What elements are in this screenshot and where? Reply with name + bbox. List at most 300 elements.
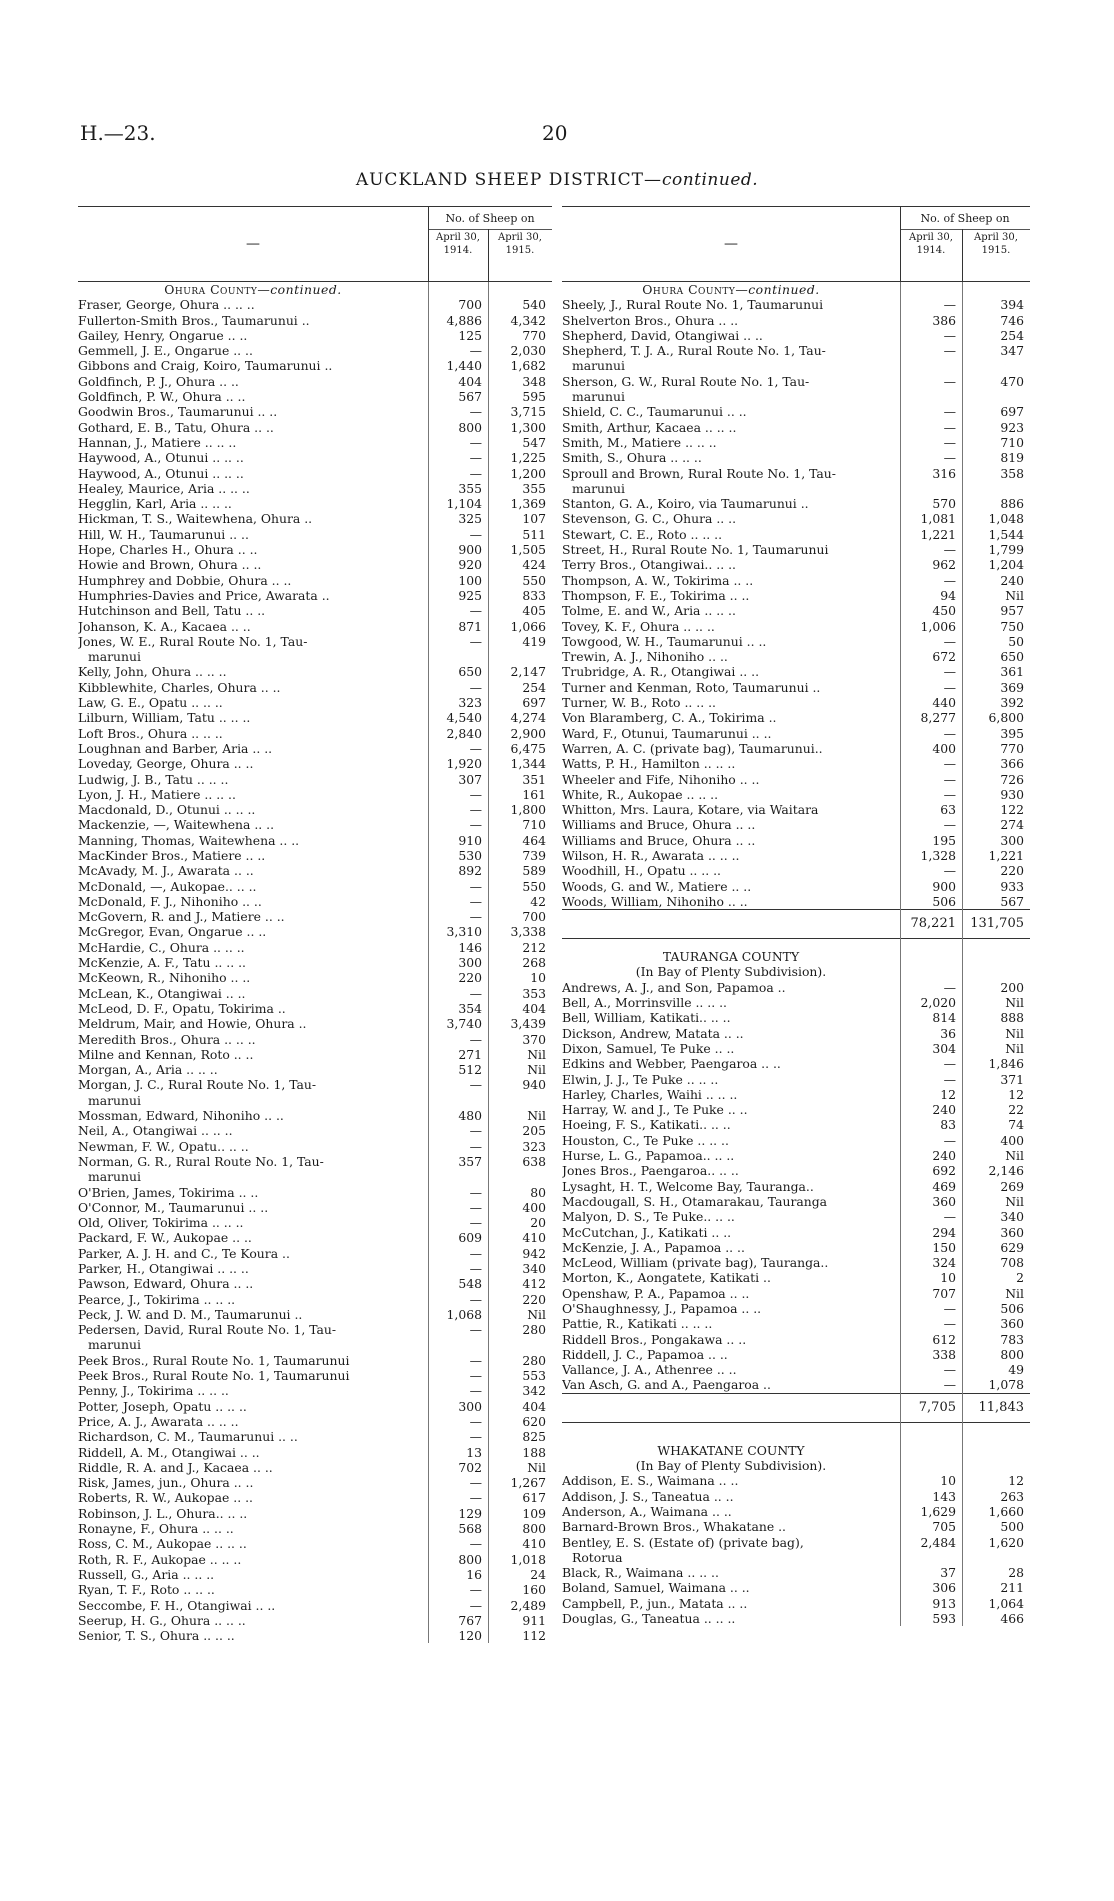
- table-row: [562, 1240, 1030, 1255]
- owner-name: Jones, W. E., Rural Route No. 1, Tau-: [78, 633, 308, 649]
- sheep-1914: —: [469, 1368, 482, 1384]
- owner-name: Tolme, E. and W., Aria .. .. ..: [562, 603, 736, 619]
- sheep-1915: 353: [522, 985, 546, 1001]
- owner-name: Trewin, A. J., Nihoniho .. ..: [562, 649, 728, 665]
- owner-name: Macdougall, S. H., Otamarakau, Tauranga: [562, 1193, 828, 1209]
- sheep-1915: 1,344: [510, 756, 546, 772]
- table-row: [78, 1246, 552, 1261]
- sheep-1915: [498, 1093, 562, 1108]
- owner-name: Woods, William, Nihoniho .. ..: [562, 893, 748, 909]
- sheep-1915: 595: [522, 389, 546, 405]
- table-row: [78, 710, 552, 725]
- sheep-1914: 800: [458, 1551, 482, 1567]
- table-row: [78, 649, 552, 664]
- sheep-1915: 567: [1000, 893, 1024, 909]
- sheep-1915: [972, 481, 1040, 496]
- table-row: [78, 1062, 552, 1077]
- table-row: [78, 1077, 552, 1092]
- sheep-1915: 371: [1000, 1071, 1024, 1087]
- owner-name: Sherson, G. W., Rural Route No. 1, Tau-: [562, 373, 810, 389]
- table-row: [78, 603, 552, 618]
- sheep-1915: 360: [1000, 1316, 1024, 1332]
- table-row: [78, 435, 552, 450]
- sheep-1915: 300: [1000, 832, 1024, 848]
- sheep-1915: 404: [522, 1398, 546, 1414]
- table-row: [562, 1255, 1030, 1270]
- table-row: [562, 496, 1030, 511]
- sheep-1915: 254: [522, 679, 546, 695]
- sheep-1914: 2,020: [920, 995, 956, 1011]
- table-row: [562, 1535, 1030, 1550]
- owner-name: Goodwin Bros., Taumarunui .. ..: [78, 404, 278, 420]
- owner-name: Hegglin, Karl, Aria .. .. ..: [78, 496, 232, 512]
- sheep-1915: 1,064: [988, 1595, 1024, 1611]
- table-row: [562, 1489, 1030, 1504]
- table-row: [78, 1399, 552, 1414]
- owner-name: Packard, F. W., Aukopae .. ..: [78, 1230, 252, 1246]
- owner-name: Norman, G. R., Rural Route No. 1, Tau-: [78, 1153, 324, 1169]
- sheep-1915: 131,705: [970, 916, 1024, 932]
- sheep-1915: 800: [1000, 1346, 1024, 1362]
- sheep-1914: 220: [458, 970, 482, 986]
- sheep-1915: 80: [530, 1184, 546, 1200]
- page-number: 20: [542, 121, 568, 145]
- owner-name: McAvady, M. J., Awarata .. ..: [78, 863, 254, 879]
- sheep-1914: —: [943, 343, 956, 359]
- total-row: [562, 1393, 1030, 1423]
- table-row: [78, 1200, 552, 1215]
- owner-name: [562, 1394, 900, 1422]
- sheep-1915: Nil: [1005, 1285, 1024, 1301]
- table-row: [562, 1565, 1030, 1580]
- sheep-1915: [972, 389, 1040, 404]
- owner-name: Mackenzie, —, Waitewhena .. ..: [78, 817, 275, 833]
- table-row: [562, 879, 1030, 894]
- section-heading: [562, 949, 1030, 964]
- sheep-1914: —: [943, 297, 956, 313]
- sheep-1915: 405: [522, 603, 546, 619]
- sheep-1915: 200: [1000, 979, 1024, 995]
- owner-name: McKeown, R., Nihoniho .. ..: [78, 970, 251, 986]
- table-row: [78, 726, 552, 741]
- owner-name: Loft Bros., Ohura .. .. ..: [78, 725, 223, 741]
- sheep-1915: 404: [522, 1000, 546, 1016]
- owner-name: O'Brien, James, Tokirima .. ..: [78, 1184, 259, 1200]
- table-row: [78, 481, 552, 496]
- sheep-1914: 143: [932, 1488, 956, 1504]
- sheep-1915: 348: [522, 373, 546, 389]
- spacer: [562, 1423, 1030, 1433]
- owner-name: Goldfinch, P. W., Ohura .. ..: [78, 389, 246, 405]
- owner-name: Turner and Kenman, Roto, Taumarunui ..: [562, 679, 821, 695]
- sheep-1915: 1,505: [510, 542, 546, 558]
- sheep-1915: 74: [1008, 1117, 1024, 1133]
- sheep-1914: 1,006: [920, 618, 956, 634]
- owner-name: McLeod, D. F., Opatu, Tokirima ..: [78, 1000, 286, 1016]
- sheep-1915: 280: [522, 1352, 546, 1368]
- header-col-1914: April 30, 1914.: [909, 232, 953, 256]
- owner-name: Ronayne, F., Ohura .. .. ..: [78, 1521, 234, 1537]
- sheep-1915: 112: [522, 1628, 546, 1644]
- sheep-1915: 638: [522, 1153, 546, 1169]
- left-column-table: [78, 206, 552, 1643]
- owner-name: McGregor, Evan, Ongarue .. ..: [78, 924, 267, 940]
- sheep-1914: 767: [458, 1612, 482, 1628]
- owner-name: Haywood, A., Otunui .. .. ..: [78, 450, 244, 466]
- sheep-1915: 4,274: [510, 710, 546, 726]
- table-row: [78, 1292, 552, 1307]
- sheep-1914: —: [469, 404, 482, 420]
- table-row: [562, 1148, 1030, 1163]
- owner-name: Riddell, A. M., Otangiwai .. ..: [78, 1444, 260, 1460]
- header-group-label: No. of Sheep on: [428, 209, 552, 230]
- owner-name: Price, A. J., Awarata .. .. ..: [78, 1413, 239, 1429]
- owner-name: Williams and Bruce, Ohura .. ..: [562, 817, 756, 833]
- table-row: [562, 450, 1030, 465]
- sheep-1914: —: [943, 419, 956, 435]
- table-row: [78, 1276, 552, 1291]
- sheep-1915: 395: [1000, 725, 1024, 741]
- table-row: [78, 1001, 552, 1016]
- table-row: [78, 1322, 552, 1337]
- sheep-1914: 702: [458, 1459, 482, 1475]
- sheep-1915: 750: [1000, 618, 1024, 634]
- sheep-1914: —: [943, 771, 956, 787]
- sheep-1914: 1,328: [920, 847, 956, 863]
- table-row: [78, 1475, 552, 1490]
- sheep-1915: 355: [522, 480, 546, 496]
- sheep-1914: 240: [932, 1148, 956, 1164]
- sheep-1914: —: [469, 1322, 482, 1338]
- table-row: [562, 1010, 1030, 1025]
- table-row: [562, 741, 1030, 756]
- table-row: [562, 1026, 1030, 1041]
- owner-name: Pearce, J., Tokirima .. .. ..: [78, 1291, 236, 1307]
- owner-name: Mossman, Edward, Nihoniho .. ..: [78, 1108, 284, 1124]
- sheep-1914: —: [943, 373, 956, 389]
- sheep-1915: 1,300: [510, 419, 546, 435]
- sheep-1914: —: [943, 450, 956, 466]
- table-row: [78, 772, 552, 787]
- table-row: [78, 833, 552, 848]
- sheep-1914: —: [943, 1316, 956, 1332]
- owner-name: Kibblewhite, Charles, Ohura .. ..: [78, 679, 281, 695]
- sheep-1915: 540: [522, 297, 546, 313]
- owner-name: Ludwig, J. B., Tatu .. .. ..: [78, 771, 229, 787]
- sheep-1915: [498, 1169, 562, 1184]
- county-heading: TAURANGA COUNTY: [662, 949, 800, 965]
- owner-name: Smith, S., Ohura .. .. ..: [562, 450, 702, 466]
- owner-name: Elwin, J. J., Te Puke .. .. ..: [562, 1071, 719, 1087]
- owner-name: McDonald, F. J., Nihoniho .. ..: [78, 893, 262, 909]
- sheep-1914: —: [469, 343, 482, 359]
- owner-name: Bell, A., Morrinsville .. .. ..: [562, 995, 727, 1011]
- sheep-1914: 4,540: [446, 710, 482, 726]
- table-row: [562, 313, 1030, 328]
- table-row: [562, 695, 1030, 710]
- sheep-1914: 593: [932, 1611, 956, 1627]
- table-row: [78, 1445, 552, 1460]
- owner-name: Black, R., Waimana .. .. ..: [562, 1565, 719, 1581]
- sheep-1915: 500: [1000, 1519, 1024, 1535]
- sheep-1915: 161: [522, 786, 546, 802]
- sheep-1915: 553: [522, 1368, 546, 1384]
- sheep-1914: 146: [458, 939, 482, 955]
- table-row: [562, 995, 1030, 1010]
- table-row: [78, 1261, 552, 1276]
- sheep-1915: 1,544: [988, 526, 1024, 542]
- sheep-1915: 1,048: [988, 511, 1024, 527]
- sheep-1914: 1,920: [446, 756, 482, 772]
- owner-name: Pedersen, David, Rural Route No. 1, Tau-: [78, 1322, 337, 1338]
- sheep-1914: —: [469, 526, 482, 542]
- owner-name: Bell, William, Katikati.. .. ..: [562, 1010, 731, 1026]
- owner-name: marunui: [572, 389, 625, 405]
- sheep-1915: 547: [522, 434, 546, 450]
- sheep-1914: 304: [932, 1040, 956, 1056]
- owner-name: marunui: [88, 649, 141, 665]
- table-row: [562, 1117, 1030, 1132]
- table-row: [78, 404, 552, 419]
- owner-name: Jones Bros., Paengaroa.. .. ..: [562, 1163, 739, 1179]
- table-row: [562, 1519, 1030, 1534]
- table-row: [78, 313, 552, 328]
- table-row: [562, 1316, 1030, 1331]
- header-divider: [900, 207, 901, 281]
- sheep-1914: —: [943, 725, 956, 741]
- sheep-1914: 440: [932, 695, 956, 711]
- table-row: [78, 1093, 552, 1108]
- table-row: [78, 756, 552, 771]
- table-row: [562, 1270, 1030, 1285]
- sheep-1915: 470: [1000, 373, 1024, 389]
- owner-name: Hurse, L. G., Papamoa.. .. ..: [562, 1148, 735, 1164]
- sheep-1915: 550: [522, 572, 546, 588]
- sheep-1914: —: [943, 817, 956, 833]
- section-heading: [78, 282, 552, 297]
- sheep-1914: —: [469, 465, 482, 481]
- sheep-1915: 340: [1000, 1209, 1024, 1225]
- sheep-1914: —: [469, 878, 482, 894]
- owner-name: Potter, Joseph, Opatu .. .. ..: [78, 1398, 247, 1414]
- table-row: [562, 420, 1030, 435]
- owner-name: Andrews, A. J., and Son, Papamoa ..: [562, 979, 786, 995]
- sheep-1914: 1,440: [446, 358, 482, 374]
- spacer: [562, 939, 1030, 949]
- sheep-1914: 480: [458, 1108, 482, 1124]
- sheep-1914: —: [469, 633, 482, 649]
- sheep-1914: 357: [458, 1153, 482, 1169]
- sheep-1915: 911: [522, 1612, 546, 1628]
- owner-name: Anderson, A., Waimana .. ..: [562, 1503, 732, 1519]
- table-row: [562, 466, 1030, 481]
- owner-name: Seccombe, F. H., Otangiwai .. ..: [78, 1597, 276, 1613]
- owner-name: Terry Bros., Otangiwai.. .. ..: [562, 557, 736, 573]
- sheep-1915: 888: [1000, 1010, 1024, 1026]
- owner-name: Vallance, J. A., Athenree .. ..: [562, 1362, 737, 1378]
- sheep-1914: 1,104: [446, 496, 482, 512]
- sheep-1915: 211: [1000, 1580, 1024, 1596]
- sheep-1915: 20: [530, 1215, 546, 1231]
- county-heading: Ohura County—continued.: [164, 282, 342, 297]
- table-row: [78, 664, 552, 679]
- sheep-1914: —: [943, 979, 956, 995]
- table-row: [562, 649, 1030, 664]
- sheep-1915: Nil: [527, 1062, 546, 1078]
- sheep-1915: [972, 358, 1040, 373]
- table-row: [78, 1353, 552, 1368]
- sheep-1915: 770: [1000, 740, 1024, 756]
- sheep-1915: 957: [1000, 603, 1024, 619]
- owner-name: Riddell, J. C., Papamoa .. ..: [562, 1346, 728, 1362]
- owner-name: Hutchinson and Bell, Tatu .. ..: [78, 603, 266, 619]
- sheep-1915: 220: [522, 1291, 546, 1307]
- sheep-1915: 28: [1008, 1565, 1024, 1581]
- owner-name: McLean, K., Otangiwai .. ..: [78, 985, 246, 1001]
- section-heading: [562, 1458, 1030, 1473]
- table-row: [78, 970, 552, 985]
- table-row: [562, 817, 1030, 832]
- sheep-1914: 568: [458, 1521, 482, 1537]
- sheep-1915: 24: [530, 1566, 546, 1582]
- sheep-1914: 325: [458, 511, 482, 527]
- sheep-1914: 240: [932, 1102, 956, 1118]
- owner-name: Towgood, W. H., Taumarunui .. ..: [562, 633, 767, 649]
- owner-name: Woods, G. and W., Matiere .. ..: [562, 878, 752, 894]
- sheep-1915: 1,660: [988, 1503, 1024, 1519]
- title-main: AUCKLAND SHEEP DISTRICT—: [355, 170, 662, 190]
- sheep-1914: —: [943, 1132, 956, 1148]
- owner-name: Milne and Kennan, Roto .. ..: [78, 1046, 254, 1062]
- sheep-1914: —: [469, 434, 482, 450]
- owner-name: Risk, James, jun., Ohura .. ..: [78, 1475, 254, 1491]
- header-divider: [962, 229, 963, 281]
- table-row: [562, 1087, 1030, 1102]
- sheep-1915: 340: [522, 1261, 546, 1276]
- owner-name: Howie and Brown, Ohura .. ..: [78, 557, 262, 573]
- right-table-header: [562, 206, 1030, 282]
- sheep-1915: 819: [1000, 450, 1024, 466]
- table-row: [78, 1337, 552, 1352]
- table-row: [78, 1032, 552, 1047]
- sheep-1915: 347: [1000, 343, 1024, 359]
- sheep-1915: 122: [1000, 802, 1024, 818]
- sheep-1915: 506: [1000, 1301, 1024, 1316]
- sheep-1915: 280: [522, 1322, 546, 1338]
- sheep-1915: Nil: [1005, 1193, 1024, 1209]
- sheep-1915: 1,369: [510, 496, 546, 512]
- sheep-1915: 886: [1000, 496, 1024, 512]
- sheep-1914: —: [469, 893, 482, 909]
- sheep-1915: 263: [1000, 1488, 1024, 1504]
- table-row: [78, 1613, 552, 1628]
- owner-name: marunui: [88, 1337, 141, 1353]
- table-row: [78, 1490, 552, 1505]
- table-row: [562, 481, 1030, 496]
- owner-name: Sproull and Brown, Rural Route No. 1, Tau-: [562, 465, 836, 481]
- sheep-1914: —: [469, 1429, 482, 1445]
- sheep-1914: [438, 1337, 498, 1352]
- table-row: [78, 1108, 552, 1123]
- sheep-1914: —: [469, 1245, 482, 1261]
- sheep-1914: —: [943, 756, 956, 772]
- owner-name: Tovey, K. F., Ohura .. .. ..: [562, 618, 715, 634]
- sheep-1914: 609: [458, 1230, 482, 1246]
- sheep-1915: 410: [522, 1230, 546, 1246]
- owner-name: McDonald, —, Aukopae.. .. ..: [78, 878, 257, 894]
- table-row: [562, 664, 1030, 679]
- table-row: [78, 466, 552, 481]
- table-row: [78, 848, 552, 863]
- table-row: [562, 358, 1030, 373]
- sheep-1915: 220: [1000, 863, 1024, 879]
- sheep-1915: 1,200: [510, 465, 546, 481]
- sheep-1914: —: [469, 450, 482, 466]
- owner-name: Morton, K., Aongatete, Katikati ..: [562, 1270, 771, 1286]
- sheep-1914: —: [469, 1383, 482, 1399]
- sheep-1914: —: [469, 1123, 482, 1139]
- owner-name: Parker, A. J. H. and C., Te Koura ..: [78, 1245, 290, 1261]
- sheep-1915: Nil: [527, 1046, 546, 1062]
- sheep-1915: 2: [1016, 1270, 1024, 1286]
- sheep-1914: —: [469, 1291, 482, 1307]
- owner-name: Hickman, T. S., Waitewhena, Ohura ..: [78, 511, 313, 527]
- sheep-1914: 355: [458, 480, 482, 496]
- sheep-1914: —: [469, 679, 482, 695]
- sheep-1914: 672: [932, 649, 956, 665]
- sheep-1914: 306: [932, 1580, 956, 1596]
- column-divider: [428, 282, 429, 1643]
- sheep-1915: 466: [1000, 1611, 1024, 1627]
- table-row: [78, 1628, 552, 1643]
- table-row: [562, 588, 1030, 603]
- table-row: [78, 817, 552, 832]
- owner-name: Old, Oliver, Tokirima .. .. ..: [78, 1215, 244, 1231]
- sheep-1914: —: [943, 863, 956, 879]
- county-heading: WHAKATANE COUNTY: [657, 1442, 805, 1458]
- table-row: [562, 619, 1030, 634]
- sheep-1914: 300: [458, 955, 482, 971]
- sheep-1915: 464: [522, 832, 546, 848]
- sheep-1914: 271: [458, 1046, 482, 1062]
- table-row: [78, 1536, 552, 1551]
- sheep-1915: 942: [522, 1245, 546, 1261]
- table-row: [562, 756, 1030, 771]
- sheep-1914: 94: [940, 587, 956, 603]
- sheep-1915: 49: [1008, 1362, 1024, 1378]
- sheep-1914: 871: [458, 618, 482, 634]
- sheep-1915: 825: [522, 1429, 546, 1445]
- owner-name: Harley, Charles, Waihi .. .. ..: [562, 1086, 738, 1102]
- sheep-1915: [498, 1337, 562, 1352]
- sheep-1914: 913: [932, 1595, 956, 1611]
- sheep-1915: 351: [522, 771, 546, 787]
- left-table-body: [78, 282, 552, 1643]
- table-row: [562, 1504, 1030, 1519]
- sheep-1915: 617: [522, 1490, 546, 1506]
- table-row: [562, 1194, 1030, 1209]
- owner-name: Humphrey and Dobbie, Ohura .. ..: [78, 572, 292, 588]
- owner-name: McKenzie, A. F., Tatu .. .. ..: [78, 955, 246, 971]
- owner-name: Gothard, E. B., Tatu, Ohura .. ..: [78, 419, 274, 435]
- sheep-1915: 419: [522, 633, 546, 649]
- sheep-1915: 269: [1000, 1178, 1024, 1194]
- sheep-1915: Nil: [1005, 995, 1024, 1011]
- table-row: [78, 1169, 552, 1184]
- sheep-1915: 1,620: [988, 1534, 1024, 1550]
- owner-name: Shield, C. C., Taumarunui .. ..: [562, 404, 747, 420]
- owner-name: Dickson, Andrew, Matata .. ..: [562, 1025, 744, 1041]
